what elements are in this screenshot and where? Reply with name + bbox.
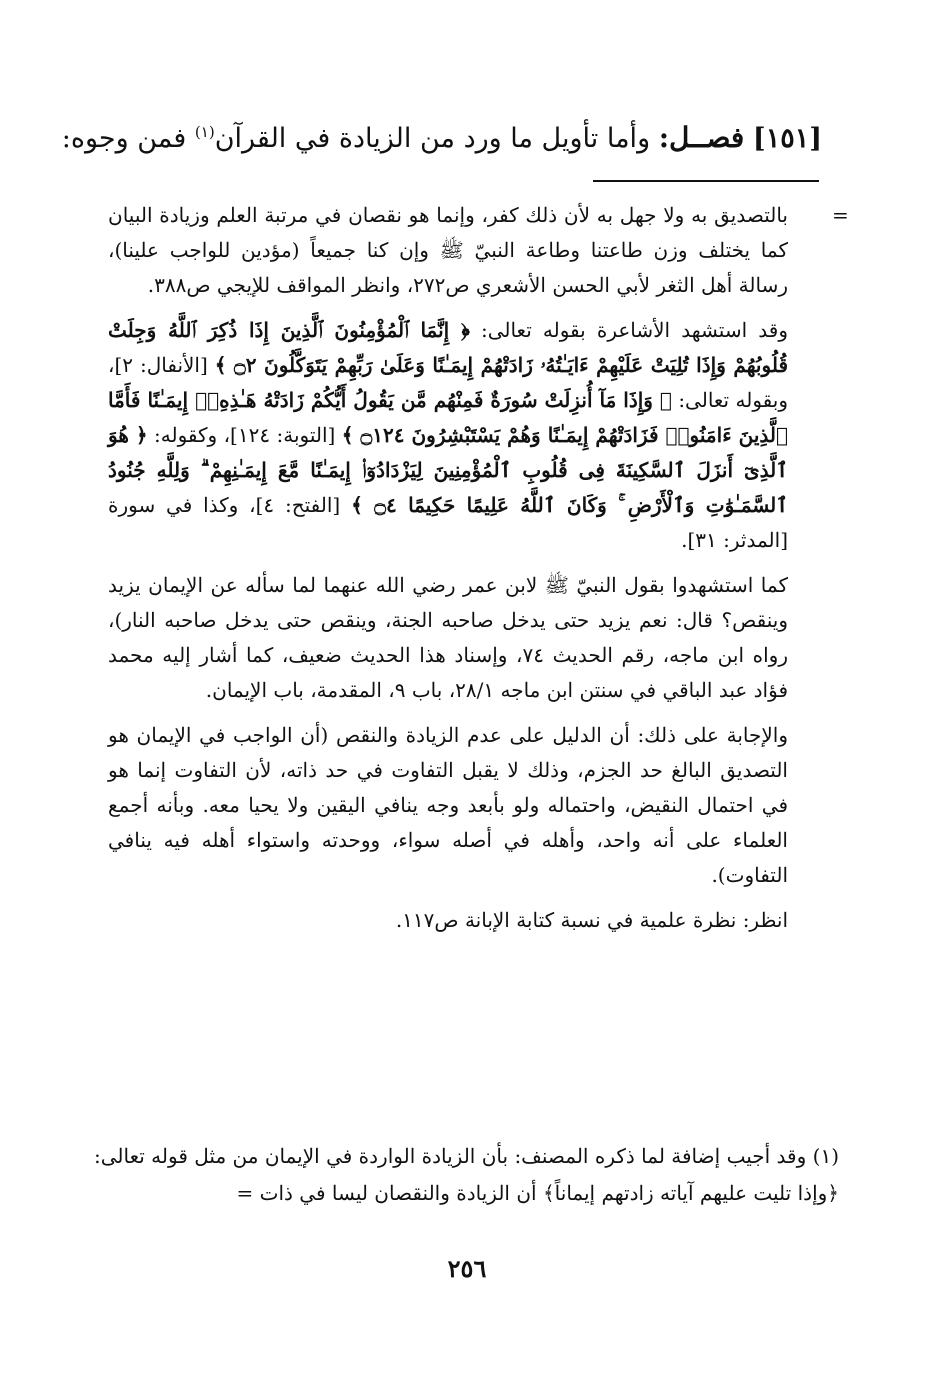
footnote-number: (١) — [812, 1144, 839, 1168]
verse-reference-fath: [الفتح: ٤]، وكذا في سورة [المدثر: ٣١]. — [108, 493, 788, 552]
section-title: وأما تأويل ما ورد من الزيادة في القرآن — [214, 123, 651, 154]
footnote-1 — [94, 1138, 839, 1212]
section-heading — [61, 112, 822, 159]
page-number: ٢٥٦ — [447, 1254, 487, 1283]
footnote-separator — [593, 180, 819, 182]
verse-reference-tawba: [التوبة: ١٢٤]، وكقوله: — [154, 423, 336, 447]
paragraph-5: انظر: نظرة علمية في نسبة كتابة الإبانة ص١١٧. — [395, 908, 788, 932]
quran-verse-fath: ﴿ هُوَ ٱلَّذِىٓ أَنزَلَ ٱلسَّكِينَةَ فِى قُلُوبِ ٱلْمُؤْمِنِينَ لِيَزْدَادُوٓا۟ إِيمَـٰنًا مَّعَ إِيمَـٰنِهِمْ ۗ وَلِلَّهِ جُنُودُ ٱلسَّمَـٰوَٰتِ وَٱلْأَرْضِ ۚ وَكَانَ ٱللَّهُ عَلِيمًا حَكِيمًا ۝٤ ﴾ — [108, 423, 788, 517]
paragraph-4: والإجابة على ذلك: أن الدليل على عدم الزيادة والنقص (أن الواجب في الإيمان هو التصديق البالغ حد الجزم، وذلك لا يقبل التفاوت في حد ذاته، لأن التفاوت إنما هو في احتمال النقيض، واحتماله ولو بأبعد وجه ينافي اليقين ولا يحيا معه. وبأنه أجمع العلماء على أنه واحد، وأهله في أصله سواء، ووحدته واستواء أهله فيه ينافي التفاوت). — [108, 723, 788, 887]
paragraph-3: كما استشهدوا بقول النبيّ ﷺ لابن عمر رضي الله عنهما لما سأله عن الإيمان يزيد وينقص؟ قال: نعم يزيد حتى يدخل صاحبه الجنة، وينقص حتى يدخل صاحبه النار)، رواه ابن ماجه، رقم الحديث ٧٤، وإسناد هذا الحديث ضعيف، كما أشار إليه محمد فؤاد عبد الباقي في سنتن ابن ماجه ٢٨/١، باب ٩، المقدمة، باب الإيمان. — [108, 573, 788, 702]
section-title-tail: فمن وجوه: — [61, 123, 187, 154]
paragraph-2-intro: وقد استشهد الأشاعرة بقوله تعالى: — [480, 318, 788, 342]
footnote-reference: (١) — [194, 123, 215, 141]
section-label: فصــل: — [658, 121, 745, 154]
paragraph-1: بالتصديق به ولا جهل به لأن ذلك كفر، وإنما هو نقصان في مرتبة العلم وزيادة البيان كما يختلف وزن طاعتنا وطاعة النبيّ ﷺ وإن كنا جميعاً (مؤدين للواجب علينا)، رسالة أهل الثغر لأبي الحسن الأشعري ص٢٧٢، وانظر المواقف للإيجي ص٣٨٨. — [108, 203, 788, 297]
section-number: [١٥١] — [752, 123, 822, 154]
paragraph-2 — [108, 313, 788, 558]
footnote-text-end: أن الزيادة والنقصان ليسا في ذات = — [236, 1181, 537, 1205]
quran-verse-anfal: ﴿ إِنَّمَا ٱلْمُؤْمِنُونَ ٱلَّذِينَ إِذَا ذُكِرَ ٱللَّهُ وَجِلَتْ قُلُوبُهُمْ وَإِذَا تُلِيَتْ عَلَيْهِمْ ءَايَـٰتُهُۥ زَادَتْهُمْ إِيمَـٰنًا وَعَلَىٰ رَبِّهِمْ يَتَوَكَّلُونَ ۝٢ ﴾ — [108, 318, 789, 377]
quran-verse-tawba: ﴿ وَإِذَا مَآ أُنزِلَتْ سُورَةٌ فَمِنْهُم مَّن يَقُولُ أَيُّكُمْ زَادَتْهُ هَـٰذِهِۦٓ إِيمَـٰنًا فَأَمَّا ٱلَّذِينَ ءَامَنُوا۟ فَزَادَتْهُمْ إِيمَـٰنًا وَهُمْ يَسْتَبْشِرُونَ ۝١٢٤ ﴾ — [108, 388, 788, 447]
footnote-continuation — [108, 198, 788, 948]
footnote-verse: ﴿وإذا تليت عليهم آياته زادتهم إيماناً﴾ — [542, 1181, 839, 1205]
continuation-mark: = — [832, 203, 849, 227]
footnote-text-start: وقد أجيب إضافة لما ذكره المصنف: بأن الزيادة الواردة في الإيمان من مثل قوله تعالى: — [94, 1144, 807, 1168]
verse-reference-anfal: [الأنفال: ٢]، وبقوله تعالى: — [108, 353, 788, 412]
